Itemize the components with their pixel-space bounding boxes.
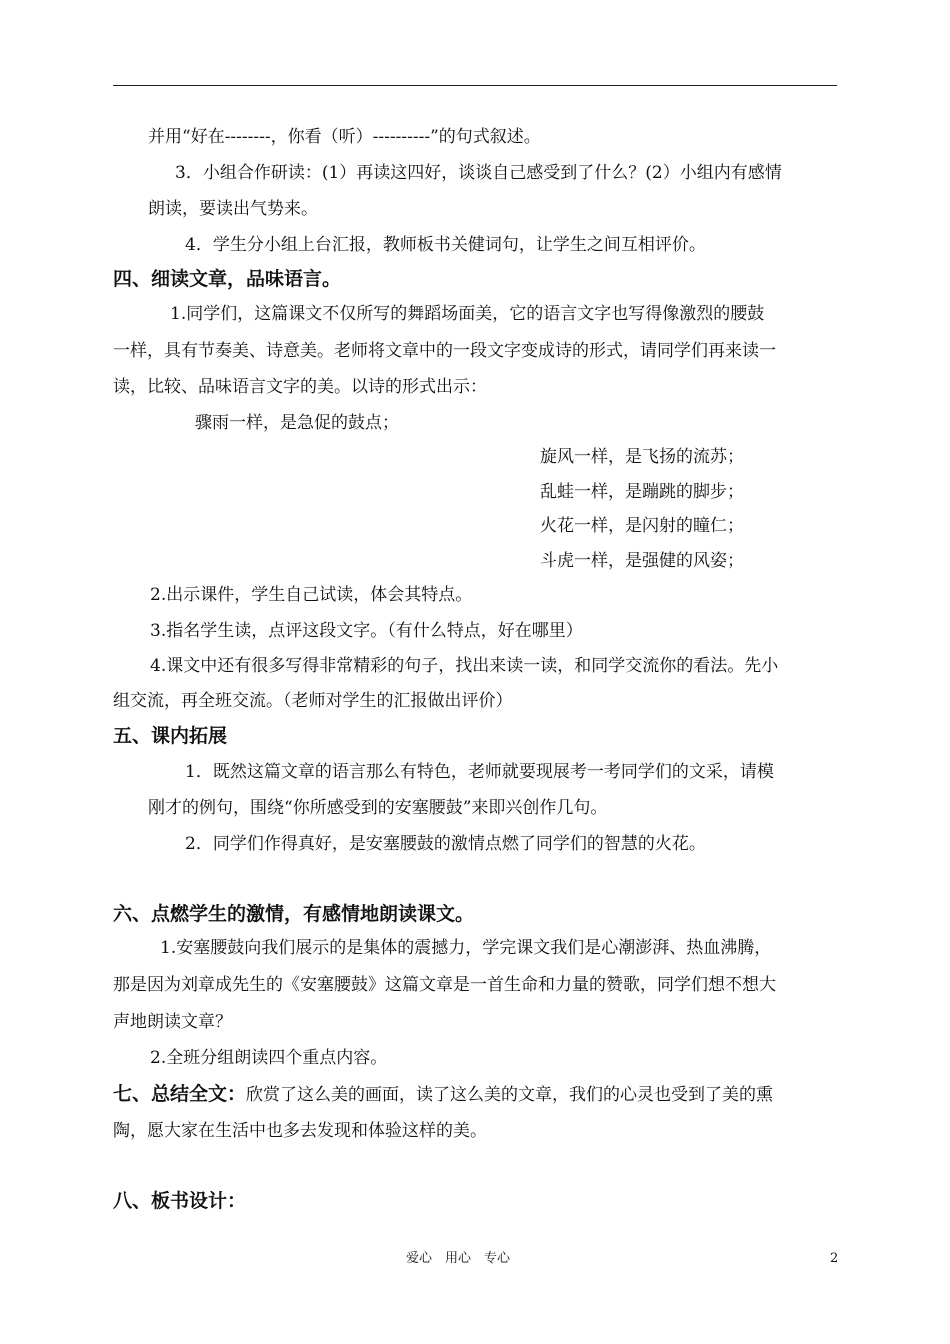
text-line: 1．既然这篇文章的语言那么有特色，老师就要现展考一考同学们的文采，请模 [185, 762, 774, 782]
text-line: 组交流，再全班交流。（老师对学生的汇报做出评价） [113, 691, 513, 711]
text-line: 声地朗读文章？ [113, 1012, 232, 1032]
text-line: 2．同学们作得真好，是安塞腰鼓的激情点燃了同学们的智慧的火花。 [185, 834, 706, 854]
text-line: 3．小组合作研读：(1）再读这四好，谈谈自己感受到了什么？(2）小组内有感情 [175, 163, 782, 183]
text-line: 朗读，要读出气势来。 [148, 199, 318, 219]
summary-text: 欣赏了这么美的画面，读了这么美的文章，我们的心灵也受到了美的熏 [246, 1085, 774, 1105]
text-line: 刚才的例句，围绕“你所感受到的安塞腰鼓”来即兴创作几句。 [148, 798, 608, 818]
text-line: 3.指名学生读，点评这段文字。（有什么特点，好在哪里） [150, 621, 583, 641]
section-heading-8: 八、板书设计： [113, 1190, 247, 1212]
text-line: 4.课文中还有很多写得非常精彩的句子，找出来读一读，和同学交流你的看法。先小 [150, 656, 779, 676]
text-line: 4．学生分小组上台汇报，教师板书关健词句，让学生之间互相评价。 [185, 235, 706, 255]
text-line: 并用“好在--------，你看（听）----------”的句式叙述。 [148, 127, 541, 147]
poem-line: 乱蛙一样，是蹦跳的脚步； [540, 482, 744, 502]
section-heading-4: 四、细读文章，品味语言。 [113, 268, 342, 290]
section-heading-6: 六、点燃学生的激情，有感情地朗读课文。 [113, 903, 475, 925]
text-line: 陶，愿大家在生活中也多去发现和体验这样的美。 [113, 1121, 487, 1141]
text-line: 2.全班分组朗读四个重点内容。 [150, 1048, 388, 1068]
text-line: 读，比较、品味语言文字的美。以诗的形式出示： [113, 377, 487, 397]
poem-line: 斗虎一样，是强健的风姿； [540, 551, 744, 571]
text-line: 2.出示课件，学生自己试读，体会其特点。 [150, 585, 473, 605]
text-line: 那是因为刘章成先生的《安塞腰鼓》这篇文章是一首生命和力量的赞歌，同学们想不想大 [113, 975, 776, 995]
poem-line: 旋风一样，是飞扬的流苏； [540, 447, 744, 467]
section-heading-5: 五、课内拓展 [113, 725, 228, 747]
page-number: 2 [830, 1251, 839, 1266]
text-line: 1.同学们，这篇课文不仅所写的舞蹈场面美，它的语言文字也写得像激烈的腰鼓 [170, 304, 765, 324]
footer-slogan: 爱心 用心 专心 [406, 1251, 511, 1266]
section-heading-7: 七、总结全文： [113, 1083, 247, 1105]
summary-line [113, 1083, 773, 1106]
poem-line: 骤雨一样，是急促的鼓点； [195, 413, 399, 433]
poem-line: 火花一样，是闪射的瞳仁； [540, 516, 744, 536]
header-rule [113, 85, 837, 86]
text-line: 1.安塞腰鼓向我们展示的是集体的震撼力，学完课文我们是心潮澎湃、热血沸腾， [160, 938, 772, 958]
text-line: 一样，具有节奏美、诗意美。老师将文章中的一段文字变成诗的形式，请同学们再来读一 [113, 341, 776, 361]
